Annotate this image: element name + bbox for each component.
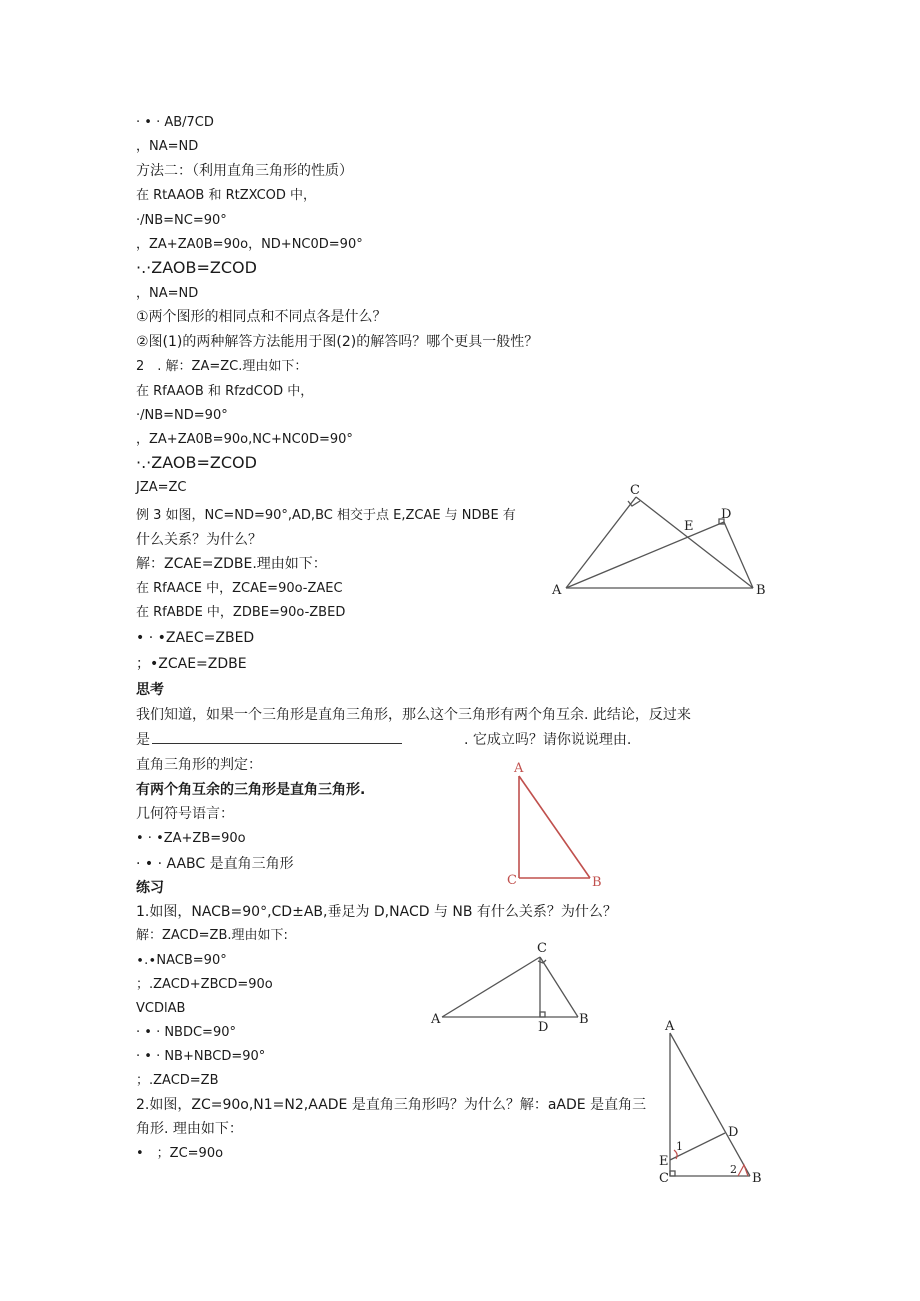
proof-line: ；.ZACD+ZBCD=90o [136, 977, 273, 992]
label-e: E [659, 1154, 669, 1169]
exercise-line: 角形. 理由如下： [136, 1121, 243, 1137]
proof-line: • ；ZC=90o [136, 1146, 224, 1161]
figure-example3 [545, 478, 775, 603]
label-a: A [665, 1019, 675, 1034]
segment-ac [442, 957, 540, 1017]
label-d: D [538, 1020, 549, 1035]
method-heading: 方法二：（利用直角三角形的性质） [136, 163, 353, 179]
proof-line: VCDlAB [136, 1001, 186, 1016]
blank-suffix: . 它成立吗？请你说说理由. [464, 732, 632, 748]
label-angle-1: 1 [676, 1140, 683, 1153]
proof-line: · • · NBDC=90° [136, 1025, 236, 1040]
section-heading-think: 思考 [136, 682, 164, 698]
figure-exercise2 [655, 1015, 765, 1185]
label-c: C [630, 483, 640, 498]
proof-line: • · •ZA+ZB=90o [136, 831, 246, 846]
proof-line: ·.·ZAOB=ZCOD [136, 258, 257, 277]
segment-cb [636, 497, 753, 588]
label-b: B [752, 1171, 762, 1186]
segment-ac [566, 497, 636, 588]
proof-line: ，NA=ND [136, 139, 199, 154]
blank-prefix: 是 [136, 732, 150, 748]
proof-line: · • · NB+NBCD=90° [136, 1049, 266, 1064]
proof-line: • · •ZAEC=ZBED [136, 630, 255, 646]
proof-line: ∙.∙NACB=90° [136, 953, 227, 968]
right-angle-mark-c [670, 1171, 675, 1176]
figure-exercise1 [428, 938, 598, 1034]
proof-line: 在 RfAAOB 和 RfzdCOD 中， [136, 384, 314, 399]
label-a: A [552, 583, 562, 598]
label-c: C [537, 941, 547, 956]
criterion-heading: 直角三角形的判定： [136, 757, 262, 773]
proof-line: ，NA=ND [136, 286, 199, 301]
proof-line: 在 RtAAOB 和 RtZXCOD 中， [136, 188, 317, 203]
example-line: 例 3 如图，NC=ND=90°,AD,BC 相交于点 E,ZCAE 与 NDBE 有 [136, 508, 516, 523]
figure-right-triangle-criterion [505, 760, 615, 890]
label-b: B [592, 875, 602, 890]
question-line: ②图(1)的两种解答方法能用于图(2)的解答吗？哪个更具一般性？ [136, 334, 539, 350]
answer-line: 2 . 解：ZA=ZC.理由如下： [136, 359, 308, 374]
label-angle-2: 2 [730, 1163, 737, 1176]
proof-line: ，ZA+ZA0B=90o，ND+NC0D=90° [136, 237, 363, 252]
proof-line: ；•ZCAE=ZDBE [136, 656, 247, 672]
proof-line: ；.ZACD=ZB [136, 1073, 219, 1088]
label-e: E [684, 519, 694, 534]
proof-line: ·/NB=NC=90° [136, 213, 227, 228]
think-paragraph: 我们知道，如果一个三角形是直角三角形，那么这个三角形有两个角互余. 此结论，反过来 [136, 707, 691, 723]
label-c: C [659, 1171, 669, 1186]
label-b: B [579, 1012, 589, 1027]
proof-line: JZA=ZC [136, 480, 187, 495]
label-a: A [514, 761, 524, 776]
proof-line: · • · AB/7CD [136, 115, 214, 130]
proof-line: · • · AABC 是直角三角形 [136, 856, 294, 872]
proof-line: ·.·ZAOB=ZCOD [136, 453, 257, 472]
section-heading-practice: 练习 [136, 880, 164, 896]
proof-line: 在 RfABDE 中，ZDBE=90o-ZBED [136, 605, 346, 620]
solution-line: 解：ZCAE=ZDBE.理由如下： [136, 556, 327, 572]
proof-line: ，ZA+ZA0B=90o,NC+NC0D=90° [136, 432, 353, 447]
label-b: B [756, 583, 766, 598]
example-line: 什么关系？为什么？ [136, 532, 262, 548]
proof-line: 在 RfAACE 中，ZCAE=90o-ZAEC [136, 581, 343, 596]
angle-2-mark [738, 1165, 748, 1176]
proof-line: ·/NB=ND=90° [136, 408, 228, 423]
label-d: D [728, 1125, 739, 1140]
label-a: A [431, 1012, 441, 1027]
right-angle-mark-d [540, 1012, 545, 1017]
label-c: C [507, 873, 517, 888]
criterion-statement: 有两个角互余的三角形是直角三角形. [136, 782, 366, 798]
think-paragraph-blank [136, 731, 631, 749]
segment-cb [540, 957, 578, 1017]
exercise-line: 2.如图，ZC=90o,N1=N2,AADE 是直角三角形吗？为什么？解：aADE 是直角三 [136, 1097, 647, 1113]
solution-line: 解：ZACD=ZB.理由如下: [136, 928, 288, 943]
segment-ab [519, 776, 590, 878]
question-line: ①两个图形的相同点和不同点各是什么？ [136, 309, 387, 325]
segment-db [724, 522, 753, 588]
label-d: D [721, 507, 732, 522]
fill-blank [152, 731, 402, 744]
exercise-line: 1.如图，NACB=90°,CD±AB,垂足为 D,NACD 与 NB 有什么关系？为什么？ [136, 904, 617, 920]
symbol-language-heading: 几何符号语言： [136, 806, 234, 822]
segment-ad [566, 522, 724, 588]
